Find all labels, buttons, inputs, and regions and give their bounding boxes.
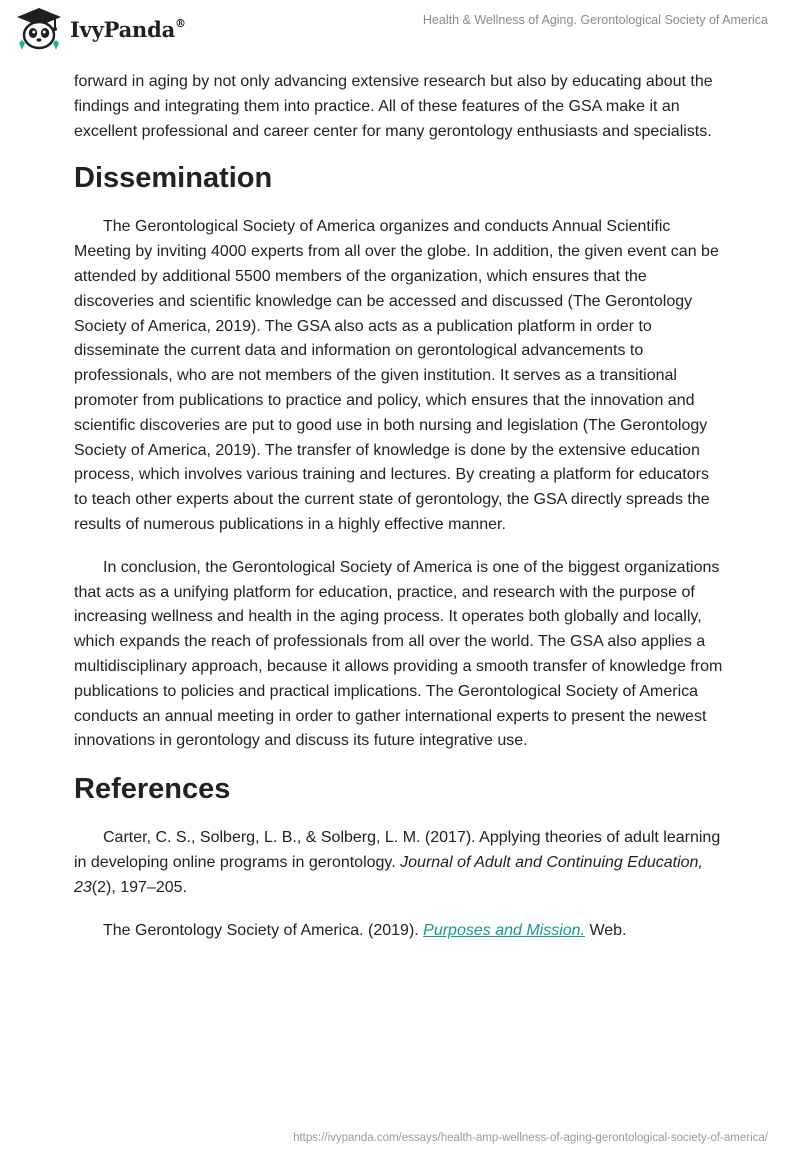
reference-journal: Journal of Adult and Continuing Education, 23 [74, 853, 703, 896]
references-heading: References [74, 773, 231, 806]
document-title: Health & Wellness of Aging. Gerontological Society of America [422, 13, 768, 27]
essay-body [74, 70, 726, 943]
intro-paragraph: forward in aging by not only advancing extensive research but also by educating about the findings and integrating them into practice. All of these features of the GSA make it an excellent professional and career center for many gerontology enthusiasts and specialists. [74, 73, 713, 140]
reference-text: Carter, C. S., Solberg, L. B., & Solberg, L. M. (2017). Applying theories of adult learning in developing online programs in gerontology. [74, 829, 721, 871]
conclusion-paragraph: In conclusion, the Gerontological Society of America is one of the biggest organizations that acts as a unifying platform for education, practice, and research with the purpose of increasing wellness and health in the aging process. It operates both globally and locally, which expands the reach of professionals from all over the world. The GSA also applies a multidisciplinary approach, because it allows providing a smooth transfer of knowledge from publications to policies and practical implications. The Gerontological Society of America conducts an annual meeting in order to gather international experts to present the newest innovations in gerontology and discuss its future integrative use. [74, 558, 723, 750]
panda-graduation-icon [14, 6, 64, 52]
reference-pages: (2), 197–205. [91, 878, 187, 896]
reference-carter [74, 826, 726, 900]
reference-gsa [74, 919, 726, 944]
reference-suffix: Web. [585, 921, 627, 939]
page-header [0, 0, 800, 62]
purposes-and-mission-link[interactable]: Purposes and Mission. [423, 921, 586, 939]
footer-url: https://ivypanda.com/essays/health-amp-wellness-of-aging-gerontological-society-of-america/ [293, 1132, 768, 1144]
reference-text: The Gerontology Society of America. (2019). [103, 921, 424, 939]
ivypanda-logo[interactable] [14, 6, 186, 52]
dissemination-paragraph: The Gerontological Society of America organizes and conducts Annual Scientific Meeting by inviting 4000 experts from all over the globe. In addition, the given event can be attended by additional 5500 members of the organization, which ensures that the discoveries and scientific knowledge can be accessed and discussed (The Gerontology Society of America, 2019). The GSA also acts as a publication platform in order to disseminate the current data and information on gerontological advancements to professionals, who are not members of the given institution. It serves as a transitional promoter from publications to practice and policy, which ensures that the innovation and scientific discoveries are put to good use in both nursing and legislation (The Gerontology Society of America, 2019). The transfer of knowledge is done by the extensive education process, which involves various training and lectures. By creating a platform for educators to teach other experts about the current state of gerontology, the GSA directly spreads the results of numerous publications in a highly effective manner. [74, 218, 719, 533]
dissemination-heading: Dissemination [74, 162, 273, 195]
logo-wordmark: IvyPanda® [70, 16, 186, 42]
